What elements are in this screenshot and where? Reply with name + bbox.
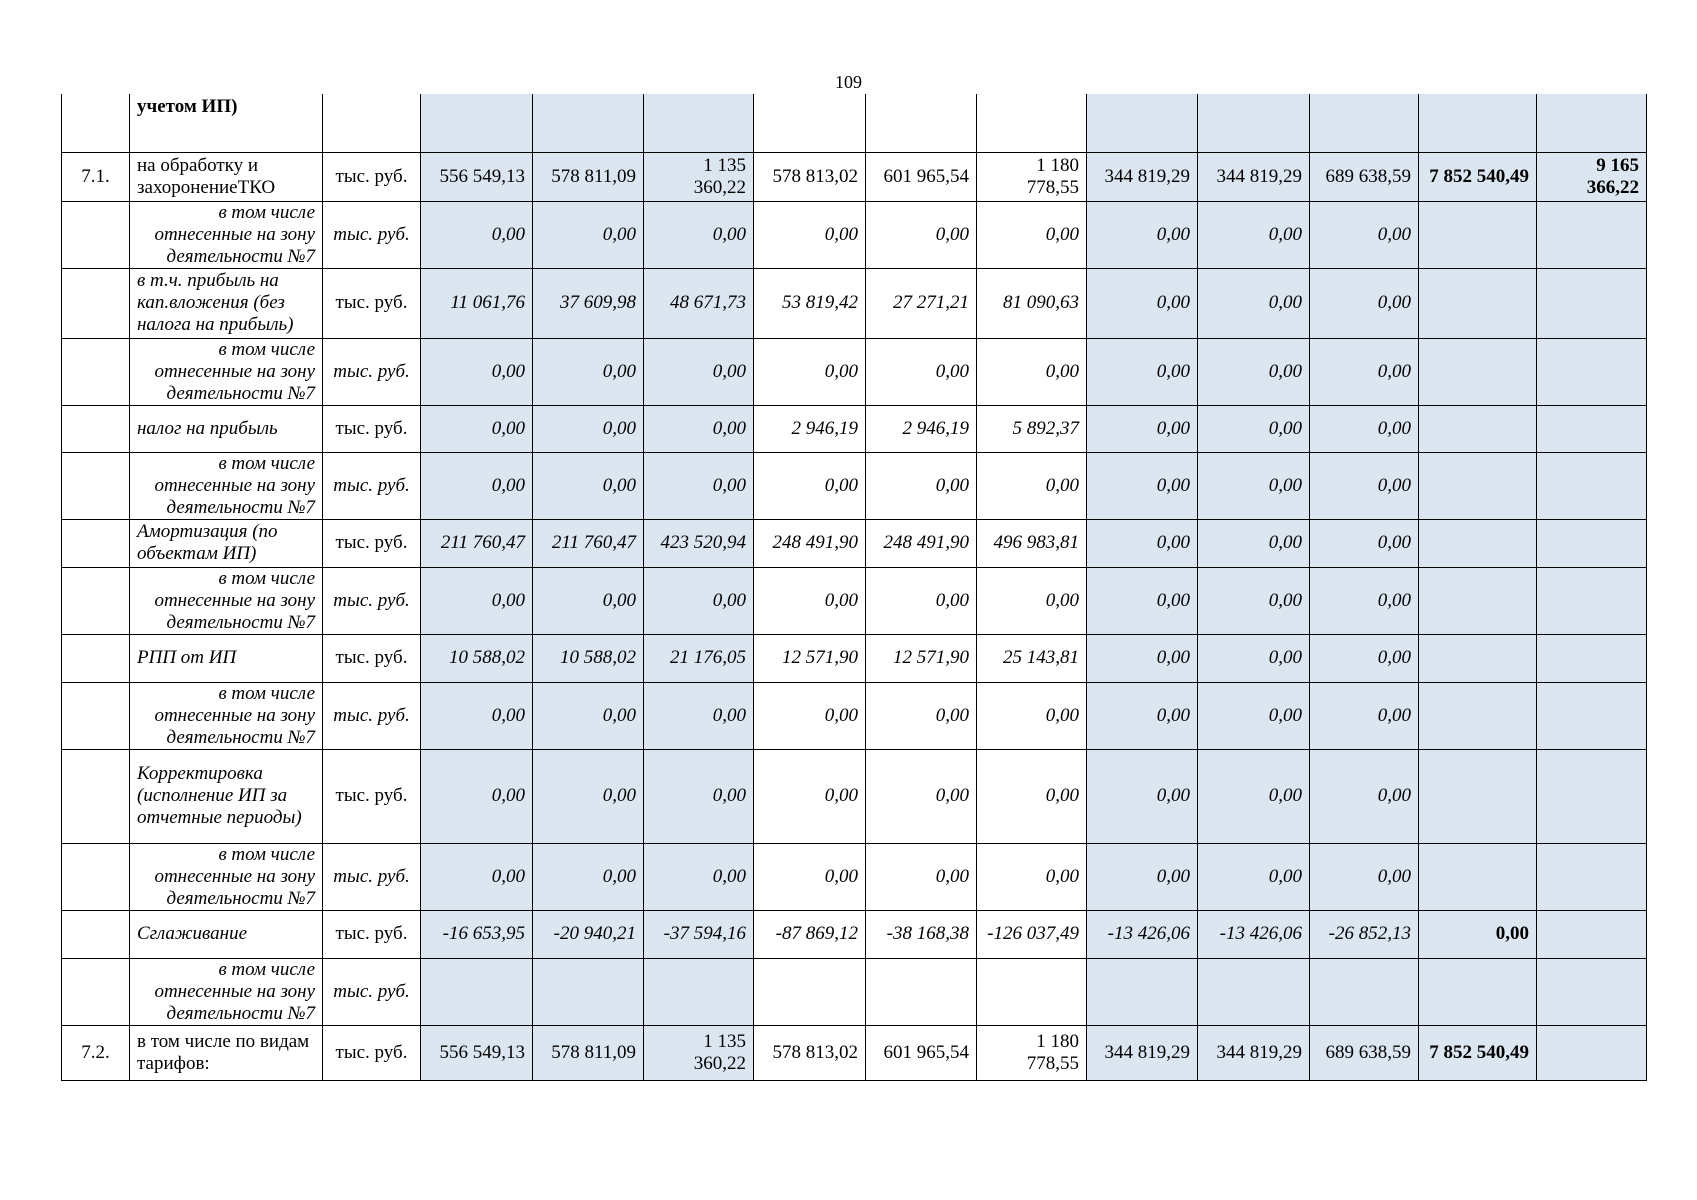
cell: 0,00 [977,338,1087,405]
table-row [62,958,1647,1025]
cell: 0,00 [866,452,977,519]
cell: 0,00 [754,749,866,843]
cell: 7 852 540,49 [1419,152,1537,201]
cell [1537,634,1647,682]
cell [421,958,533,1025]
cell [1537,519,1647,567]
cell: 0,00 [1087,749,1198,843]
cell: 12 571,90 [754,634,866,682]
cell: -26 852,13 [1310,910,1419,958]
row-name: в том числе отнесенные на зону деятельности №7 [130,843,323,910]
cell [1537,843,1647,910]
cell: 0,00 [421,843,533,910]
table-row [62,152,1647,201]
cell: -20 940,21 [533,910,644,958]
tariff-table [61,94,1647,1081]
cell: 344 819,29 [1087,1025,1198,1080]
cell [1419,843,1537,910]
cell: 0,00 [1310,843,1419,910]
cell [1537,1025,1647,1080]
cell: 0,00 [1310,268,1419,338]
cell: 0,00 [1419,910,1537,958]
cell: 248 491,90 [866,519,977,567]
cell: 0,00 [533,843,644,910]
cell [1310,94,1419,152]
row-unit: тыс. руб. [323,958,421,1025]
cell: 0,00 [644,338,754,405]
row-number [62,910,130,958]
row-unit: тыс. руб. [323,843,421,910]
table-row [62,452,1647,519]
cell: 0,00 [977,201,1087,268]
cell: 0,00 [1310,519,1419,567]
cell [1419,405,1537,452]
cell [1419,749,1537,843]
table-row [62,338,1647,405]
row-number [62,338,130,405]
cell: 0,00 [533,338,644,405]
cell [1419,452,1537,519]
cell: 0,00 [1310,567,1419,634]
cell [754,94,866,152]
table-row [62,201,1647,268]
cell: 0,00 [1198,405,1310,452]
cell: 0,00 [533,405,644,452]
row-name: в том числе отнесенные на зону деятельности №7 [130,201,323,268]
cell: 0,00 [421,749,533,843]
cell: -38 168,38 [866,910,977,958]
cell: 81 090,63 [977,268,1087,338]
cell: 0,00 [754,843,866,910]
row-number [62,405,130,452]
cell [1419,634,1537,682]
cell: 37 609,98 [533,268,644,338]
cell: 53 819,42 [754,268,866,338]
cell: 0,00 [1310,749,1419,843]
cell: 0,00 [421,338,533,405]
cell: 0,00 [866,567,977,634]
cell: 0,00 [1087,682,1198,749]
cell: 248 491,90 [754,519,866,567]
cell: 689 638,59 [1310,1025,1419,1080]
row-number [62,94,130,152]
cell: 9 165 366,22 [1537,152,1647,201]
row-unit [323,94,421,152]
cell [1419,201,1537,268]
cell: 578 813,02 [754,1025,866,1080]
table-row [62,749,1647,843]
cell: 0,00 [644,567,754,634]
row-number [62,843,130,910]
page-number: 109 [835,72,862,92]
cell: 12 571,90 [866,634,977,682]
table-row [62,405,1647,452]
cell: 423 520,94 [644,519,754,567]
cell: 1 180 778,55 [977,152,1087,201]
cell: 689 638,59 [1310,152,1419,201]
cell: 556 549,13 [421,152,533,201]
cell: 0,00 [1087,452,1198,519]
row-name: Корректировка (исполнение ИП за отчетные периоды) [130,749,323,843]
cell [1419,268,1537,338]
cell: 0,00 [1087,843,1198,910]
cell: 0,00 [866,749,977,843]
cell [533,94,644,152]
cell: 578 811,09 [533,152,644,201]
cell [1537,682,1647,749]
cell [1198,958,1310,1025]
row-name: в том числе отнесенные на зону деятельности №7 [130,338,323,405]
row-name: РПП от ИП [130,634,323,682]
cell: 0,00 [644,682,754,749]
cell: 496 983,81 [977,519,1087,567]
cell: -87 869,12 [754,910,866,958]
row-name: в том числе отнесенные на зону деятельности №7 [130,958,323,1025]
row-name: Амортизация (по объектам ИП) [130,519,323,567]
row-name: учетом ИП) [130,94,323,152]
cell: 0,00 [1310,201,1419,268]
cell: 2 946,19 [754,405,866,452]
cell: 211 760,47 [533,519,644,567]
cell: 0,00 [421,682,533,749]
cell [1087,94,1198,152]
row-number: 7.1. [62,152,130,201]
row-unit: тыс. руб. [323,634,421,682]
cell: 0,00 [421,405,533,452]
row-number [62,519,130,567]
cell [1419,519,1537,567]
cell: 0,00 [1087,201,1198,268]
row-unit: тыс. руб. [323,910,421,958]
cell: 0,00 [1310,634,1419,682]
row-name: в т.ч. прибыль на кап.вложения (без налога на прибыль) [130,268,323,338]
cell: 0,00 [977,567,1087,634]
cell [1537,94,1647,152]
cell: 25 143,81 [977,634,1087,682]
cell [1537,910,1647,958]
cell [1537,338,1647,405]
row-unit: тыс. руб. [323,201,421,268]
cell [1537,958,1647,1025]
cell: 1 180 778,55 [977,1025,1087,1080]
table-row [62,634,1647,682]
row-unit: тыс. руб. [323,682,421,749]
cell: 0,00 [754,567,866,634]
cell: 0,00 [1087,519,1198,567]
cell: 0,00 [1198,452,1310,519]
cell: 27 271,21 [866,268,977,338]
cell [866,958,977,1025]
cell: -126 037,49 [977,910,1087,958]
cell: 0,00 [533,567,644,634]
cell [977,958,1087,1025]
cell [1537,405,1647,452]
table-row [62,268,1647,338]
cell: 0,00 [1310,338,1419,405]
cell: -16 653,95 [421,910,533,958]
cell: 10 588,02 [533,634,644,682]
cell: 0,00 [1198,567,1310,634]
cell [1419,94,1537,152]
cell: 2 946,19 [866,405,977,452]
row-number [62,268,130,338]
cell: 21 176,05 [644,634,754,682]
cell: -13 426,06 [1087,910,1198,958]
row-number: 7.2. [62,1025,130,1080]
cell: 0,00 [754,452,866,519]
cell: 344 819,29 [1087,152,1198,201]
row-number [62,201,130,268]
cell [1537,452,1647,519]
cell: 0,00 [1087,567,1198,634]
cell: 0,00 [533,749,644,843]
cell: 0,00 [1310,405,1419,452]
row-unit: тыс. руб. [323,452,421,519]
table-row [62,843,1647,910]
cell: 0,00 [1087,338,1198,405]
cell: 0,00 [866,682,977,749]
cell: 211 760,47 [421,519,533,567]
cell: 0,00 [533,452,644,519]
cell: 0,00 [1087,405,1198,452]
cell: 601 965,54 [866,1025,977,1080]
cell [866,94,977,152]
table-row [62,94,1647,152]
cell: -37 594,16 [644,910,754,958]
table-row [62,567,1647,634]
cell: 0,00 [1198,749,1310,843]
cell: 556 549,13 [421,1025,533,1080]
cell: 0,00 [644,843,754,910]
cell: 0,00 [754,682,866,749]
cell: 0,00 [644,201,754,268]
cell: 1 135 360,22 [644,152,754,201]
cell: 0,00 [1310,452,1419,519]
cell: 0,00 [866,843,977,910]
cell: 578 811,09 [533,1025,644,1080]
table-row [62,910,1647,958]
cell: 0,00 [1087,634,1198,682]
cell [1419,567,1537,634]
cell: 0,00 [1198,682,1310,749]
row-unit: тыс. руб. [323,519,421,567]
cell: 0,00 [977,452,1087,519]
cell: 0,00 [1198,843,1310,910]
table-row [62,682,1647,749]
row-name: в том числе отнесенные на зону деятельности №7 [130,682,323,749]
row-unit: тыс. руб. [323,405,421,452]
cell: 0,00 [866,201,977,268]
cell: 1 135 360,22 [644,1025,754,1080]
cell: 10 588,02 [421,634,533,682]
row-unit: тыс. руб. [323,1025,421,1080]
table-row [62,519,1647,567]
cell: 5 892,37 [977,405,1087,452]
cell: 0,00 [977,749,1087,843]
cell [421,94,533,152]
cell [644,958,754,1025]
cell: 601 965,54 [866,152,977,201]
cell: 0,00 [644,749,754,843]
cell: 0,00 [1310,682,1419,749]
cell: 7 852 540,49 [1419,1025,1537,1080]
cell: 0,00 [754,338,866,405]
cell: 0,00 [1087,268,1198,338]
cell [1537,201,1647,268]
cell [1419,682,1537,749]
cell: -13 426,06 [1198,910,1310,958]
row-unit: тыс. руб. [323,338,421,405]
cell: 0,00 [977,682,1087,749]
cell: 0,00 [1198,519,1310,567]
cell [1537,567,1647,634]
row-name: в том числе отнесенные на зону деятельности №7 [130,567,323,634]
row-name: Сглаживание [130,910,323,958]
cell: 344 819,29 [1198,1025,1310,1080]
cell [754,958,866,1025]
cell: 0,00 [421,567,533,634]
row-unit: тыс. руб. [323,268,421,338]
cell [1419,338,1537,405]
cell [1310,958,1419,1025]
cell [1537,749,1647,843]
row-name: на обработку и захоронениеТКО [130,152,323,201]
cell: 0,00 [977,843,1087,910]
cell [1087,958,1198,1025]
row-name: налог на прибыль [130,405,323,452]
cell: 0,00 [421,452,533,519]
cell [977,94,1087,152]
cell: 344 819,29 [1198,152,1310,201]
row-number [62,682,130,749]
row-name: в том числе отнесенные на зону деятельности №7 [130,452,323,519]
cell [1537,268,1647,338]
cell: 11 061,76 [421,268,533,338]
cell: 0,00 [1198,201,1310,268]
cell [533,958,644,1025]
cell: 0,00 [421,201,533,268]
cell [1419,958,1537,1025]
row-number [62,452,130,519]
cell: 0,00 [754,201,866,268]
row-unit: тыс. руб. [323,152,421,201]
cell: 0,00 [1198,268,1310,338]
cell: 0,00 [644,452,754,519]
row-number [62,567,130,634]
row-name: в том числе по видам тарифов: [130,1025,323,1080]
row-number [62,749,130,843]
cell: 0,00 [1198,338,1310,405]
row-unit: тыс. руб. [323,749,421,843]
cell: 48 671,73 [644,268,754,338]
cell: 0,00 [644,405,754,452]
table-row [62,1025,1647,1080]
cell [644,94,754,152]
cell: 0,00 [533,201,644,268]
cell [1198,94,1310,152]
cell: 0,00 [533,682,644,749]
cell: 0,00 [866,338,977,405]
cell: 578 813,02 [754,152,866,201]
cell: 0,00 [1198,634,1310,682]
row-number [62,634,130,682]
row-number [62,958,130,1025]
row-unit: тыс. руб. [323,567,421,634]
